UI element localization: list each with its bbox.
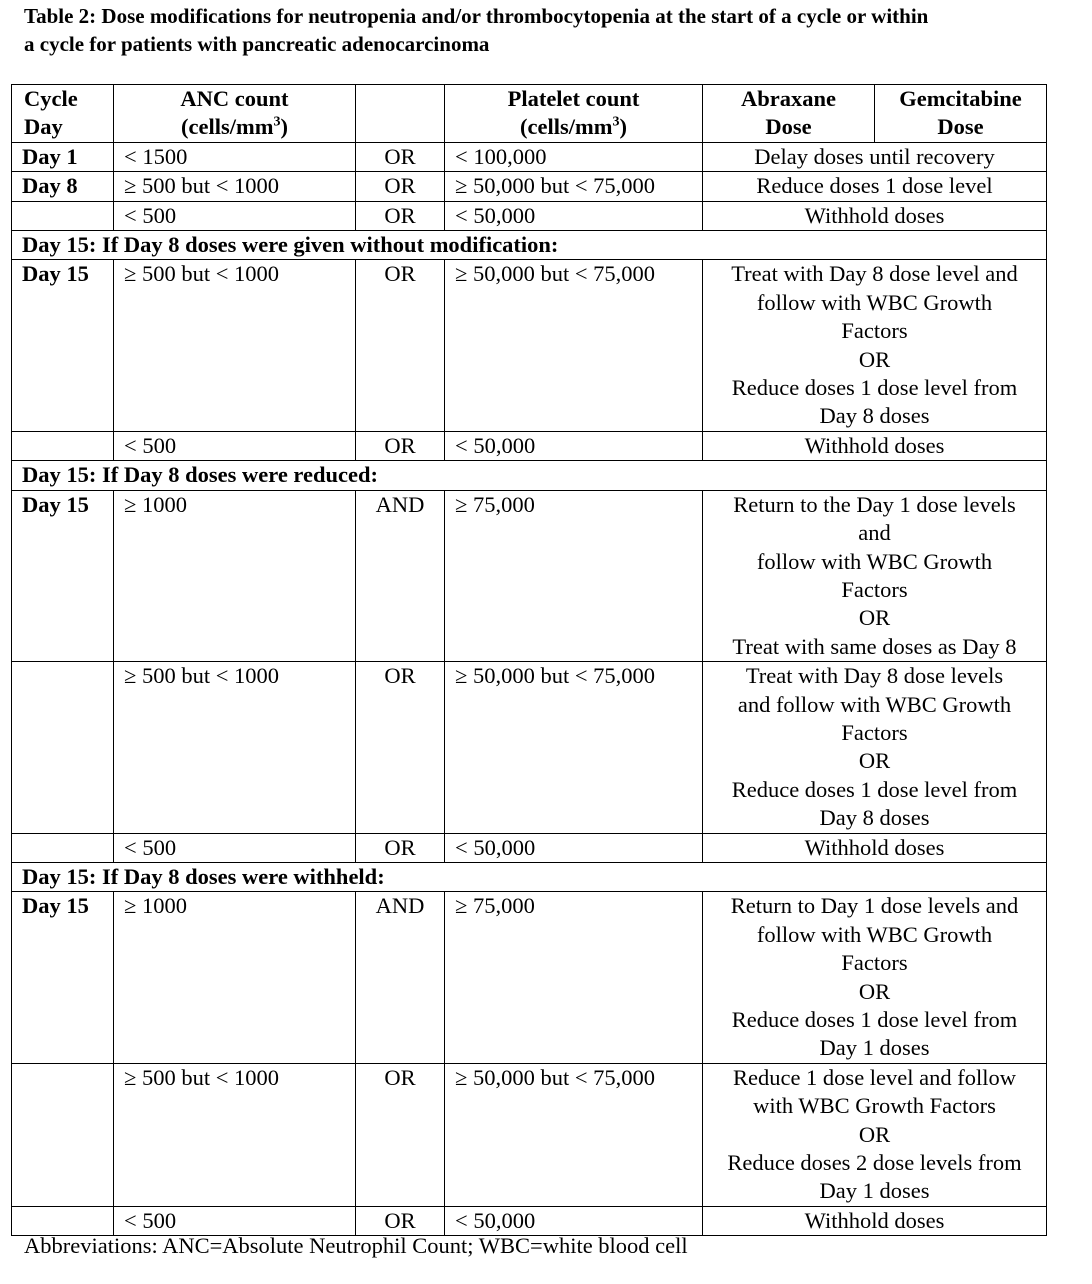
action-line: OR bbox=[858, 605, 891, 631]
operator-cell: AND bbox=[356, 892, 445, 1063]
action-line: follow with WBC Growth bbox=[756, 289, 993, 315]
anc-cell: < 500 bbox=[114, 833, 356, 862]
dose-modification-table bbox=[11, 84, 1047, 1236]
operator-cell: OR bbox=[356, 833, 445, 862]
platelet-cell: ≥ 50,000 but < 75,000 bbox=[445, 1063, 703, 1206]
header-anc-unit: (cells/mm bbox=[181, 114, 274, 140]
action-line: OR bbox=[858, 1121, 891, 1147]
anc-cell: ≥ 500 but < 1000 bbox=[114, 172, 356, 201]
action-line: OR bbox=[858, 748, 891, 774]
table-row bbox=[12, 833, 1047, 862]
caption-line-1: Table 2: Dose modifications for neutropenia and/or thrombocytopenia at the start of a cycle or within bbox=[24, 4, 929, 28]
table-row bbox=[12, 490, 1047, 661]
section-row bbox=[12, 231, 1047, 260]
operator-cell: OR bbox=[356, 142, 445, 171]
platelet-cell: < 50,000 bbox=[445, 201, 703, 230]
operator-cell: OR bbox=[356, 662, 445, 833]
action-line: follow with WBC Growth bbox=[756, 921, 993, 947]
platelet-cell: ≥ 50,000 but < 75,000 bbox=[445, 260, 703, 431]
action-cell: Delay doses until recovery bbox=[703, 142, 1047, 171]
action-cell: Withhold doses bbox=[703, 1206, 1047, 1235]
action-line: Reduce doses 1 dose level from bbox=[731, 1007, 1018, 1032]
anc-cell: < 500 bbox=[114, 431, 356, 460]
section-row bbox=[12, 461, 1047, 490]
action-cell: Withhold doses bbox=[703, 201, 1047, 230]
header-abraxane bbox=[703, 85, 875, 143]
action-line: Factors bbox=[841, 318, 908, 344]
header-gemcitabine-line2: Dose bbox=[937, 114, 984, 140]
platelet-cell: < 50,000 bbox=[445, 431, 703, 460]
action-line: Factors bbox=[841, 950, 908, 976]
header-abraxane-line2: Dose bbox=[765, 114, 812, 140]
action-line: Reduce doses 2 dose levels from bbox=[727, 1150, 1022, 1176]
header-platelet-line1: Platelet count bbox=[507, 86, 640, 111]
action-cell: Withhold doses bbox=[703, 833, 1047, 862]
anc-cell: < 1500 bbox=[114, 142, 356, 171]
table-row bbox=[12, 662, 1047, 833]
action-cell bbox=[703, 892, 1047, 1063]
action-line: Day 8 doses bbox=[819, 403, 930, 429]
cycle-day-cell: Day 15 bbox=[12, 490, 114, 661]
section-row bbox=[12, 862, 1047, 891]
action-line: Return to the Day 1 dose levels bbox=[733, 491, 1016, 517]
action-cell bbox=[703, 1063, 1047, 1206]
header-cycle-day bbox=[12, 85, 114, 143]
action-line: Treat with Day 8 dose levels bbox=[745, 663, 1004, 689]
action-line: and follow with WBC Growth bbox=[737, 691, 1012, 717]
action-line: Factors bbox=[841, 719, 908, 745]
table-row bbox=[12, 172, 1047, 201]
table-caption bbox=[24, 2, 1088, 58]
anc-cell: ≥ 1000 bbox=[114, 490, 356, 661]
action-line: OR bbox=[858, 978, 891, 1004]
action-line: Factors bbox=[841, 576, 908, 602]
table-row bbox=[12, 201, 1047, 230]
platelet-cell: ≥ 50,000 but < 75,000 bbox=[445, 662, 703, 833]
cycle-day-cell bbox=[12, 662, 114, 833]
cycle-day-cell bbox=[12, 833, 114, 862]
header-platelet-unit: (cells/mm bbox=[520, 114, 613, 140]
platelet-cell: < 50,000 bbox=[445, 833, 703, 862]
header-gemcitabine bbox=[875, 85, 1047, 143]
operator-cell: AND bbox=[356, 490, 445, 661]
anc-cell: ≥ 500 but < 1000 bbox=[114, 662, 356, 833]
operator-cell: OR bbox=[356, 1063, 445, 1206]
platelet-cell: ≥ 75,000 bbox=[445, 490, 703, 661]
header-cycle-day-line2: Day bbox=[24, 114, 63, 140]
action-line: Treat with Day 8 dose level and bbox=[731, 261, 1018, 287]
anc-cell: < 500 bbox=[114, 1206, 356, 1235]
action-line: Return to Day 1 dose levels and bbox=[730, 893, 1019, 919]
section-heading: Day 15: If Day 8 doses were given without modification: bbox=[12, 231, 1047, 260]
action-cell bbox=[703, 260, 1047, 431]
table-row bbox=[12, 142, 1047, 171]
header-operator bbox=[356, 85, 445, 143]
section-heading: Day 15: If Day 8 doses were reduced: bbox=[12, 461, 1047, 490]
header-platelet-exp: 3 bbox=[612, 114, 620, 130]
action-cell: Reduce doses 1 dose level bbox=[703, 172, 1047, 201]
action-line: with WBC Growth Factors bbox=[753, 1093, 996, 1119]
action-line: Reduce doses 1 dose level from bbox=[731, 776, 1018, 802]
action-cell bbox=[703, 662, 1047, 833]
header-platelet bbox=[445, 85, 703, 143]
action-line: Day 1 doses bbox=[819, 1178, 930, 1204]
header-anc-line1: ANC count bbox=[180, 86, 289, 111]
abbreviations-footnote: Abbreviations: ANC=Absolute Neutrophil Count; WBC=white blood cell bbox=[24, 1233, 688, 1258]
action-line: Day 8 doses bbox=[819, 805, 930, 831]
action-line: Day 1 doses bbox=[819, 1035, 930, 1061]
action-cell bbox=[703, 490, 1047, 661]
operator-cell: OR bbox=[356, 172, 445, 201]
cycle-day-cell: Day 15 bbox=[12, 892, 114, 1063]
cycle-day-cell bbox=[12, 431, 114, 460]
anc-cell: ≥ 1000 bbox=[114, 892, 356, 1063]
anc-cell: < 500 bbox=[114, 201, 356, 230]
operator-cell: OR bbox=[356, 201, 445, 230]
operator-cell: OR bbox=[356, 1206, 445, 1235]
action-cell: Withhold doses bbox=[703, 431, 1047, 460]
platelet-cell: ≥ 50,000 but < 75,000 bbox=[445, 172, 703, 201]
platelet-cell: < 50,000 bbox=[445, 1206, 703, 1235]
platelet-cell: < 100,000 bbox=[445, 142, 703, 171]
header-platelet-close: ) bbox=[619, 114, 627, 140]
cycle-day-cell: Day 15 bbox=[12, 260, 114, 431]
cycle-day-cell: Day 1 bbox=[12, 142, 114, 171]
cycle-day-cell bbox=[12, 201, 114, 230]
header-abraxane-line1: Abraxane bbox=[741, 86, 836, 111]
table-row bbox=[12, 260, 1047, 431]
platelet-cell: ≥ 75,000 bbox=[445, 892, 703, 1063]
table-row bbox=[12, 431, 1047, 460]
header-anc-exp: 3 bbox=[273, 114, 281, 130]
operator-cell: OR bbox=[356, 431, 445, 460]
header-anc-close: ) bbox=[280, 114, 288, 140]
table-row bbox=[12, 1063, 1047, 1206]
cycle-day-cell bbox=[12, 1063, 114, 1206]
header-cycle-day-line1: Cycle bbox=[24, 86, 78, 111]
section-heading: Day 15: If Day 8 doses were withheld: bbox=[12, 862, 1047, 891]
table-row bbox=[12, 892, 1047, 1063]
cycle-day-cell: Day 8 bbox=[12, 172, 114, 201]
action-line: and bbox=[858, 520, 891, 546]
caption-line-2: a cycle for patients with pancreatic adenocarcinoma bbox=[24, 32, 490, 56]
header-gemcitabine-line1: Gemcitabine bbox=[899, 86, 1022, 111]
anc-cell: ≥ 500 but < 1000 bbox=[114, 1063, 356, 1206]
anc-cell: ≥ 500 but < 1000 bbox=[114, 260, 356, 431]
action-line: Reduce 1 dose level and follow bbox=[732, 1064, 1017, 1090]
action-line: OR bbox=[858, 346, 891, 372]
header-anc bbox=[114, 85, 356, 143]
action-line: follow with WBC Growth bbox=[756, 548, 993, 574]
operator-cell: OR bbox=[356, 260, 445, 431]
action-line: Treat with same doses as Day 8 bbox=[732, 633, 1017, 659]
header-row bbox=[12, 85, 1047, 143]
action-line: Reduce doses 1 dose level from bbox=[731, 375, 1018, 401]
